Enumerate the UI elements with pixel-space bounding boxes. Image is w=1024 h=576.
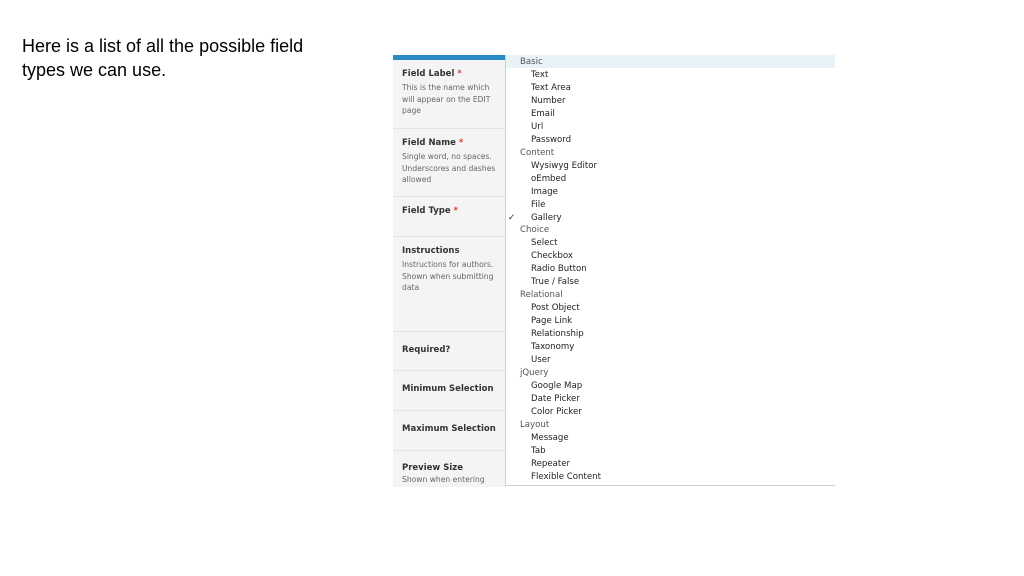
- max-selection-label: Maximum Selection: [402, 424, 496, 434]
- row-preview-size: [393, 451, 505, 487]
- row-max-selection: [393, 411, 505, 451]
- dropdown-hover-highlight: [506, 55, 835, 68]
- dropdown-option-flexible-content[interactable]: Flexible Content: [531, 471, 601, 482]
- dropdown-group-jquery: jQuery: [520, 368, 549, 379]
- field-label-label: Field Label *: [402, 69, 462, 79]
- dropdown-option-message[interactable]: Message: [531, 432, 569, 443]
- dropdown-group-basic: Basic: [520, 57, 543, 67]
- row-field-type: [393, 197, 505, 237]
- selected-check-icon: ✓: [508, 212, 516, 223]
- required-star: *: [458, 138, 464, 148]
- dropdown-option-text[interactable]: Text: [531, 69, 549, 80]
- row-required: [393, 332, 505, 371]
- row-min-selection: [393, 371, 505, 411]
- dropdown-option-true-false[interactable]: True / False: [531, 277, 580, 288]
- dropdown-option-number[interactable]: Number: [531, 95, 566, 106]
- required-star: *: [457, 69, 462, 79]
- field-type-dropdown[interactable]: [505, 55, 835, 486]
- dropdown-group-content: Content: [520, 147, 555, 158]
- row-field-label: [393, 60, 505, 129]
- dropdown-option-image[interactable]: Image: [531, 186, 558, 197]
- dropdown-group-layout: Layout: [520, 419, 550, 430]
- dropdown-option-url[interactable]: Url: [531, 121, 544, 132]
- dropdown-option-select[interactable]: Select: [531, 238, 558, 249]
- field-type-label: Field Type *: [402, 206, 459, 216]
- dropdown-option-repeater[interactable]: Repeater: [531, 458, 571, 469]
- preview-size-label: Preview Size: [402, 463, 463, 473]
- dropdown-option-taxonomy[interactable]: Taxonomy: [531, 342, 575, 353]
- dropdown-option-date-picker[interactable]: Date Picker: [531, 393, 580, 404]
- acf-field-editor-screenshot: [393, 55, 835, 487]
- instructions-label: Instructions: [402, 246, 460, 256]
- dropdown-option-file[interactable]: File: [531, 199, 546, 210]
- dropdown-option-relationship[interactable]: Relationship: [531, 329, 584, 340]
- dropdown-option-page-link[interactable]: Page Link: [531, 316, 573, 327]
- dropdown-group-choice: Choice: [520, 225, 550, 236]
- dropdown-option-post-object[interactable]: Post Object: [531, 303, 580, 314]
- min-selection-label: Minimum Selection: [402, 384, 494, 394]
- required-star: *: [453, 206, 459, 216]
- dropdown-option-google-map[interactable]: Google Map: [531, 381, 583, 391]
- dropdown-option-email[interactable]: Email: [531, 108, 555, 119]
- row-instructions: [393, 237, 505, 332]
- required-label: Required?: [402, 345, 451, 355]
- dropdown-option-gallery[interactable]: Gallery: [531, 212, 562, 223]
- dropdown-option-checkbox[interactable]: Checkbox: [531, 251, 573, 262]
- field-name-desc: Single word, no spaces. Underscores and dashes allowed: [402, 152, 496, 184]
- dropdown-option-text-area[interactable]: Text Area: [531, 82, 571, 93]
- dropdown-option-password[interactable]: Password: [531, 134, 572, 145]
- dropdown-option-wysiwyg-editor[interactable]: Wysiwyg Editor: [531, 160, 598, 171]
- slide-caption: Here is a list of all the possible field types we can use.: [22, 36, 304, 80]
- dropdown-option-tab[interactable]: Tab: [531, 445, 546, 456]
- field-settings-labels: [393, 60, 506, 487]
- row-field-name: [393, 129, 505, 197]
- field-name-label: Field Name *: [402, 138, 464, 148]
- dropdown-option-oembed[interactable]: oEmbed: [531, 173, 567, 184]
- dropdown-option-color-picker[interactable]: Color Picker: [531, 406, 582, 417]
- dropdown-option-radio-button[interactable]: Radio Button: [531, 264, 587, 275]
- dropdown-group-relational: Relational: [520, 290, 563, 301]
- instructions-desc: Instructions for authors. Shown when submitting data: [402, 260, 494, 292]
- field-label-desc: This is the name which will appear on the EDIT page: [402, 83, 491, 115]
- preview-size-desc: Shown when entering: [402, 475, 485, 484]
- dropdown-option-user[interactable]: User: [531, 355, 551, 366]
